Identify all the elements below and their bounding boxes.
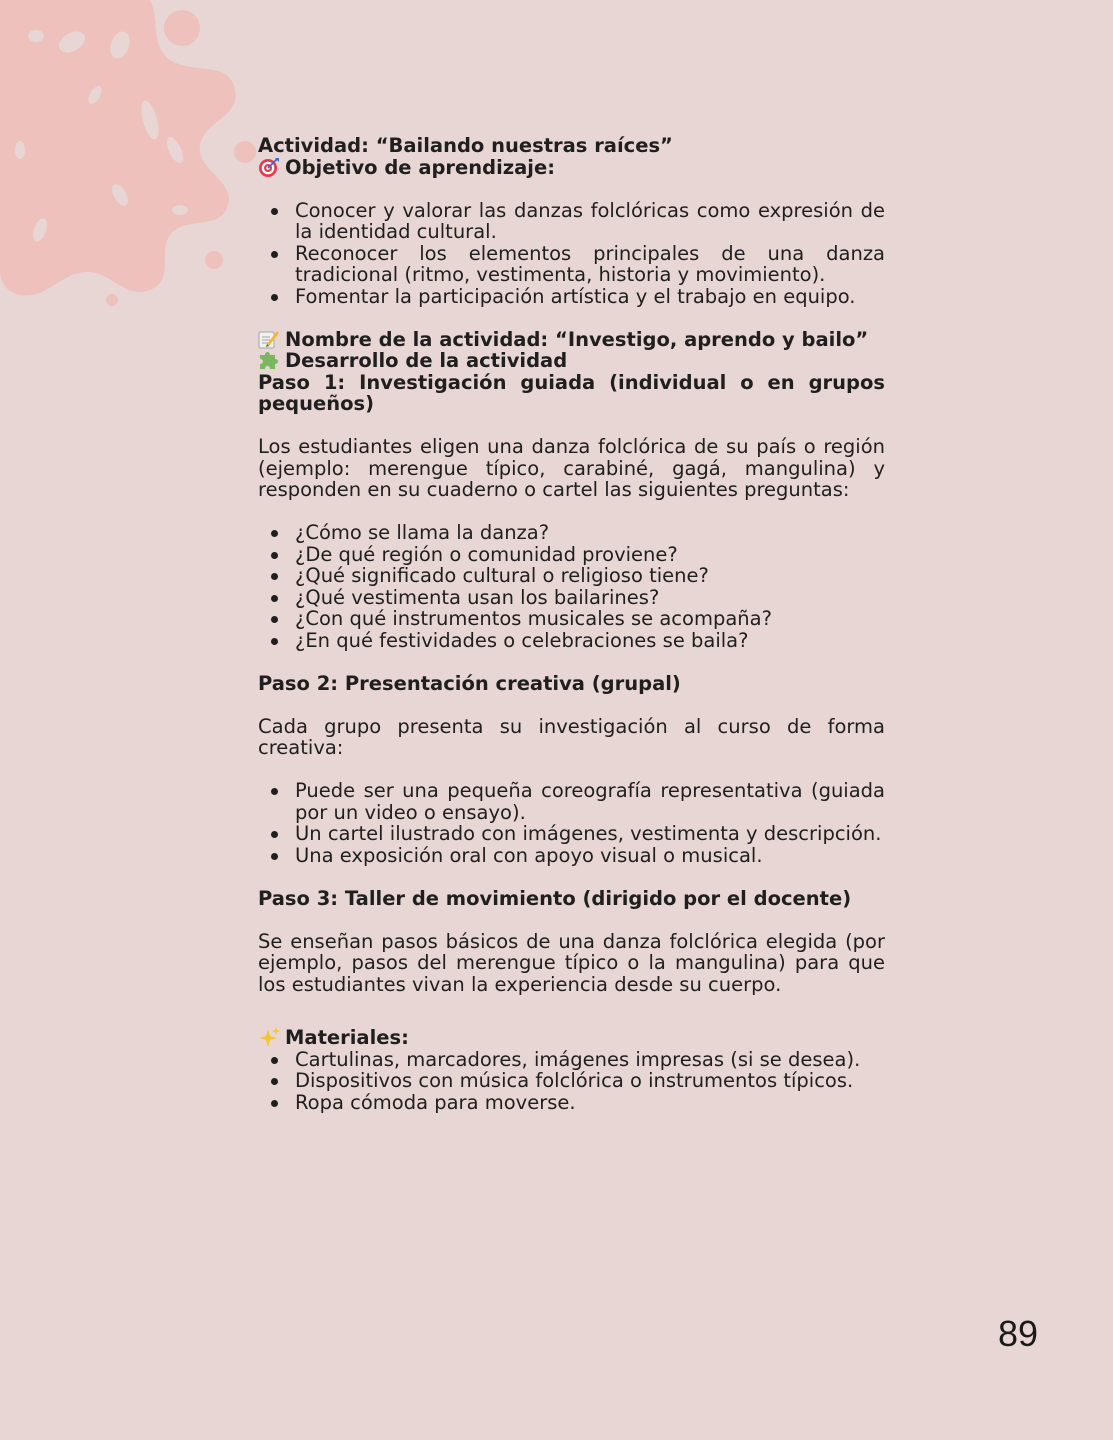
list-item: Conocer y valorar las danzas folclóricas como expresión de la identidad cultural. — [295, 198, 885, 243]
activity-content — [258, 135, 885, 1113]
list-item: ¿Qué significado cultural o religioso tiene? — [295, 565, 885, 587]
list-item: ¿Con qué instrumentos musicales se acompaña? — [295, 608, 885, 630]
step3-text: Se enseñan pasos básicos de una danza folclórica elegida (por ejemplo, pasos del merengue típico o la mangulina) para que los estudiantes vivan la experiencia desde su cuerpo. — [258, 929, 885, 996]
target-icon — [258, 157, 280, 177]
materials-heading-text: Materiales: — [285, 1026, 409, 1049]
development-heading-text: Desarrollo de la actividad — [285, 349, 568, 372]
list-item: ¿De qué región o comunidad proviene? — [295, 544, 885, 566]
step2-intro: Cada grupo presenta su investigación al curso de forma creativa: — [258, 714, 885, 759]
page-number: 89 — [997, 1313, 1038, 1354]
list-item: Ropa cómoda para moverse. — [295, 1092, 885, 1114]
materials-heading — [258, 1027, 885, 1049]
objective-heading — [258, 157, 885, 179]
list-item: Cartulinas, marcadores, imágenes impresas (si se desea). — [295, 1049, 885, 1071]
activity-name — [258, 329, 885, 351]
materials-list — [258, 1049, 885, 1114]
list-item: ¿Qué vestimenta usan los bailarines? — [295, 587, 885, 609]
list-item: Fomentar la participación artística y el trabajo en equipo. — [295, 286, 885, 308]
objectives-list — [258, 200, 885, 308]
step1-title: Paso 1: Investigación guiada (individual o en grupos pequeños) — [258, 370, 885, 415]
sparkles-icon — [258, 1027, 280, 1047]
step2-options-list — [258, 780, 885, 866]
memo-icon — [258, 329, 280, 349]
list-item: Puede ser una pequeña coreografía representativa (guiada por un video o ensayo). — [295, 779, 885, 824]
list-item: ¿Cómo se llama la danza? — [295, 522, 885, 544]
activity-name-text: Nombre de la actividad: “Investigo, aprendo y bailo” — [285, 327, 869, 351]
step3-title: Paso 3: Taller de movimiento (dirigido por el docente) — [258, 886, 852, 910]
paint-splash-decoration — [0, 0, 260, 310]
puzzle-icon — [258, 350, 280, 370]
list-item: Una exposición oral con apoyo visual o musical. — [295, 845, 885, 867]
step1-intro: Los estudiantes eligen una danza folclórica de su país o región (ejemplo: merengue típico, carabiné, gagá, mangulina) y responden en su cuaderno o cartel las siguientes preguntas: — [258, 435, 885, 501]
list-item: Un cartel ilustrado con imágenes, vestimenta y descripción. — [295, 823, 885, 845]
development-heading — [258, 350, 885, 372]
objective-heading-text: Objetivo de aprendizaje: — [285, 155, 556, 179]
list-item: Dispositivos con música folclórica o instrumentos típicos. — [295, 1070, 885, 1092]
list-item: Reconocer los elementos principales de una danza tradicional (ritmo, vestimenta, historia y movimiento). — [295, 241, 885, 286]
step2-title: Paso 2: Presentación creativa (grupal) — [258, 671, 681, 695]
activity-title: Actividad: “Bailando nuestras raíces” — [258, 134, 673, 157]
step1-questions-list — [258, 522, 885, 651]
list-item: ¿En qué festividades o celebraciones se baila? — [295, 630, 885, 652]
